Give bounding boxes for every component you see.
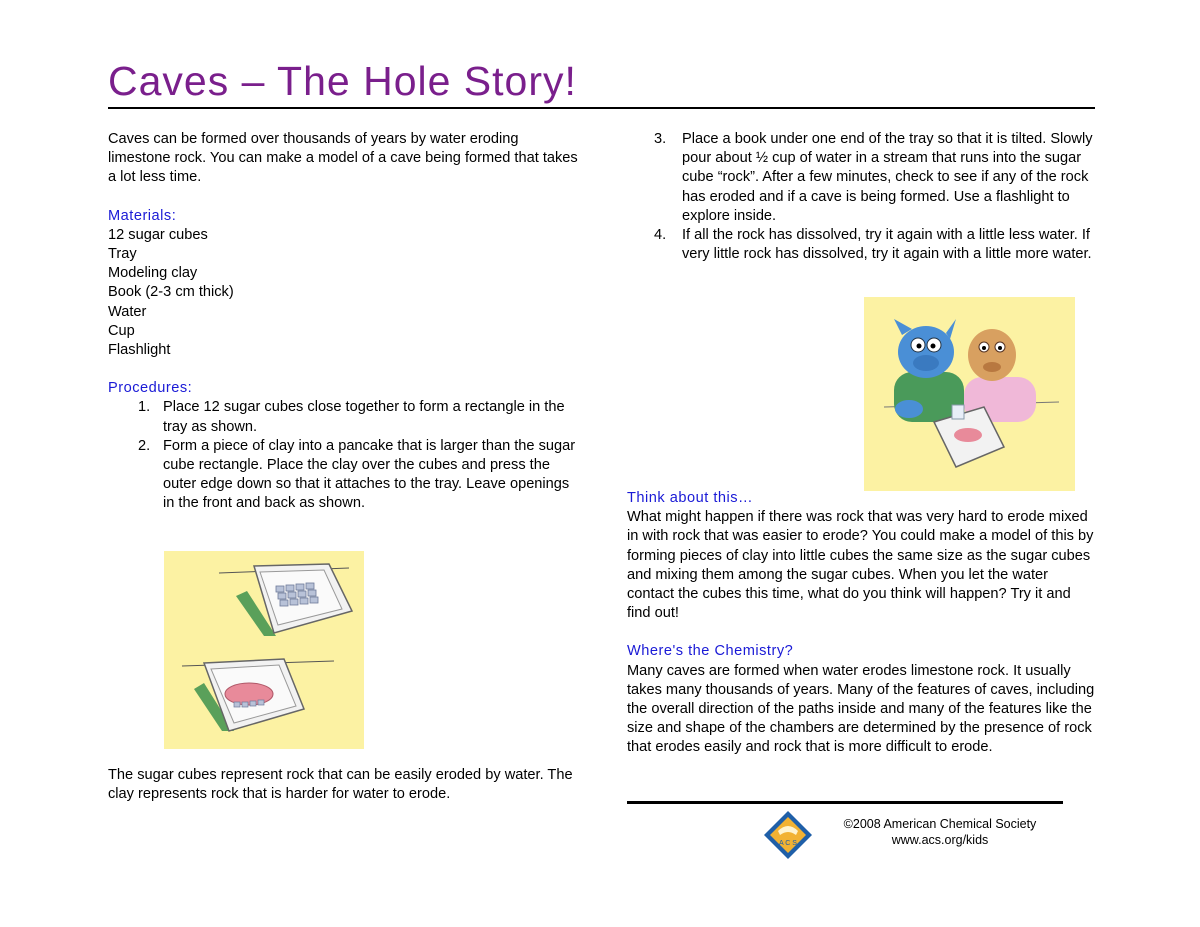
procedure-step	[627, 130, 1097, 226]
right-column	[627, 130, 1097, 264]
step-text: Form a piece of clay into a pancake that is larger than the sugar cube rectangle. Place the clay over the cubes and press the outer edge down so that it attaches to the tray. Leave openings in the front and back as shown.	[163, 437, 576, 512]
footer-rule	[627, 801, 1063, 804]
logo-letters: A C S	[779, 840, 797, 847]
step-number: 4.	[654, 227, 667, 244]
title-rule	[108, 107, 1095, 109]
characters-illustration	[864, 297, 1075, 491]
material-item: Tray	[108, 246, 137, 263]
procedure-step	[108, 398, 578, 436]
intro-text: Caves can be formed over thousands of years by water eroding limestone rock. You can make a model of a cave being formed that takes a lot less time.	[108, 131, 578, 186]
material-item: 12 sugar cubes	[108, 226, 208, 243]
step-text: Place 12 sugar cubes close together to form a rectangle in the tray as shown.	[163, 399, 565, 435]
tray-illustration	[164, 551, 364, 749]
material-item: Modeling clay	[108, 265, 198, 282]
characters-drawing	[864, 297, 1075, 491]
page-title: Caves – The Hole Story!	[108, 58, 577, 104]
material-item: Book (2-3 cm thick)	[108, 284, 234, 301]
chemistry-text: Many caves are formed when water erodes limestone rock. It usually takes many thousands of years. Many of the features of caves, including the overall direction of the paths inside and many of the features like the size and shape of the chambers are determined by the presence of rock that erodes easily and rock that is more difficult to erode.	[627, 662, 1095, 756]
footer	[820, 816, 1060, 848]
procedures-list-continued	[627, 130, 1097, 264]
left-column	[108, 130, 578, 514]
think-text: What might happen if there was rock that was very hard to erode mixed in with rock that was easier to erode? You could make a model of this by forming pieces of clay into little cubes the same size as the sugar cubes and mixing them among the sugar cubes. When you let the water contact the cubes this time, what do you think will happen? Try it and find out!	[627, 509, 1094, 622]
material-item: Water	[108, 303, 147, 320]
procedure-step	[627, 226, 1097, 264]
acs-logo-icon	[762, 809, 814, 861]
think-section	[627, 489, 1097, 758]
copyright-text: ©2008 American Chemical Society	[843, 817, 1037, 831]
illustration-caption: The sugar cubes represent rock that can be easily eroded by water. The clay represents rock that is harder for water to erode.	[108, 767, 573, 803]
step-text: If all the rock has dissolved, try it again with a little less water. If very little rock has dissolved, try it again with a little more water.	[682, 227, 1092, 263]
materials-list	[108, 226, 578, 360]
step-number: 2.	[138, 437, 151, 454]
step-text: Place a book under one end of the tray so that it is tilted. Slowly pour about ½ cup of water in a stream that runs into the sugar cube “rock”. After a few minutes, check to see if any of the rock has eroded and if a cave is being formed. Use a flashlight to explore inside.	[682, 131, 1093, 224]
think-heading: Think about this…	[627, 490, 754, 506]
step-number: 1.	[138, 399, 151, 416]
footer-url: www.acs.org/kids	[891, 833, 989, 847]
procedures-heading: Procedures:	[108, 380, 193, 397]
procedures-list	[108, 398, 578, 513]
procedure-step	[108, 437, 578, 514]
material-item: Flashlight	[108, 342, 171, 359]
material-item: Cup	[108, 322, 135, 339]
step-number: 3.	[654, 131, 667, 147]
tray-drawing	[164, 551, 364, 749]
chemistry-heading: Where's the Chemistry?	[627, 643, 794, 660]
materials-heading: Materials:	[108, 207, 177, 224]
